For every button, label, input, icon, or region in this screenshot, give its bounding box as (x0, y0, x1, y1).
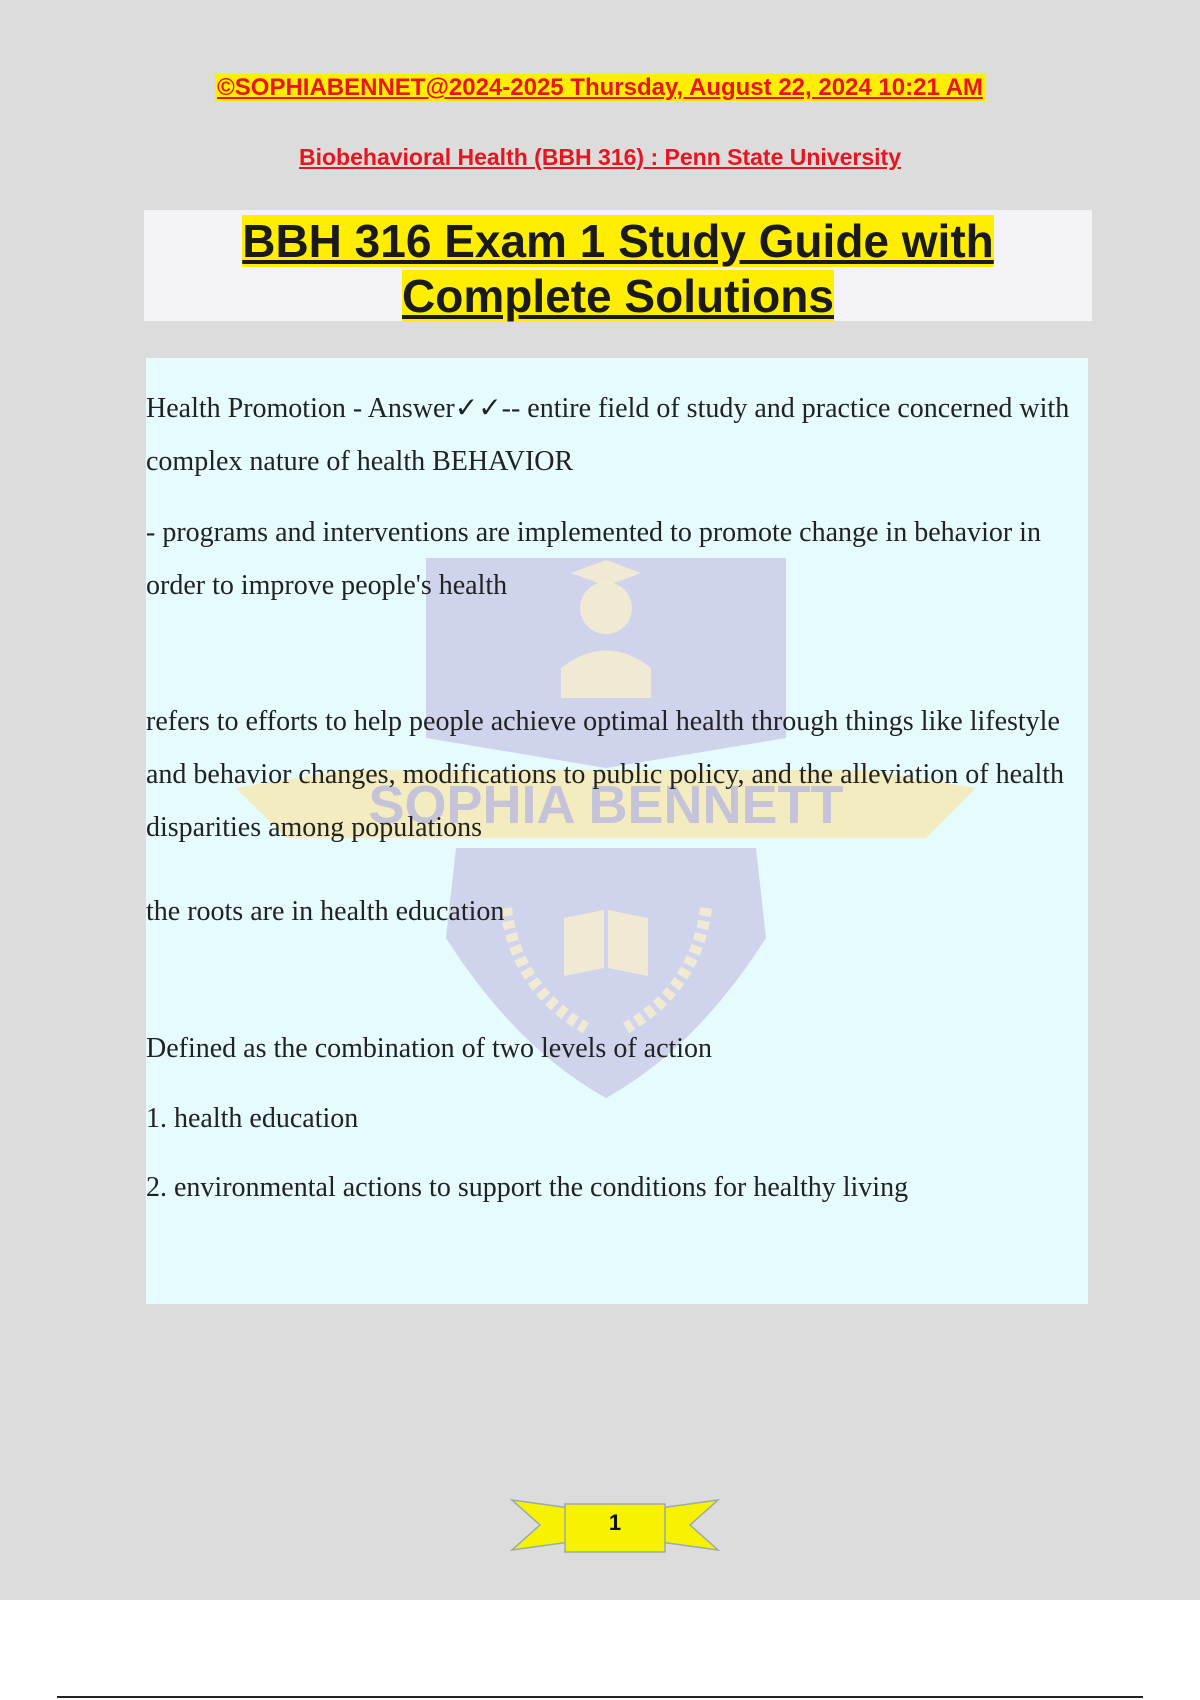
paragraph-health-promotion: Health Promotion - Answer✓✓-- entire field of study and practice concerned with complex nature of health BEHAVIOR (146, 393, 1070, 477)
page-number: 1 (608, 1510, 622, 1535)
title-line-2: Complete Solutions (402, 270, 834, 322)
paragraph-refers-to: refers to efforts to help people achieve optimal health through things like lifestyle and behavior changes, modifications to public policy, and the alleviation of health disparities among populations (146, 706, 1065, 843)
content-box (146, 358, 1088, 1304)
paragraph-roots: the roots are in health education (146, 896, 505, 927)
document-title (144, 214, 1092, 324)
paragraph-defined-as: Defined as the combination of two levels of action (146, 1033, 713, 1064)
copyright-text: ©SOPHIABENNET@2024-2025 Thursday, August 22, 2024 10:21 AM (217, 74, 983, 101)
divider (57, 1696, 1143, 1698)
paragraph-programs: - programs and interventions are implemented to promote change in behavior in order to improve people's health (146, 517, 1041, 601)
course-line: Biobehavioral Health (BBH 316) : Penn State University (299, 144, 901, 170)
page-number-badge (510, 1490, 720, 1560)
title-box (144, 210, 1092, 321)
title-line-1: BBH 316 Exam 1 Study Guide with (242, 215, 994, 267)
watermark-text: SOPHIA BENNETT (368, 775, 844, 835)
list-item-health-education: 1. health education (146, 1103, 359, 1134)
copyright-line (0, 74, 1200, 102)
list-item-environmental-actions: 2. environmental actions to support the conditions for healthy living (146, 1172, 909, 1203)
